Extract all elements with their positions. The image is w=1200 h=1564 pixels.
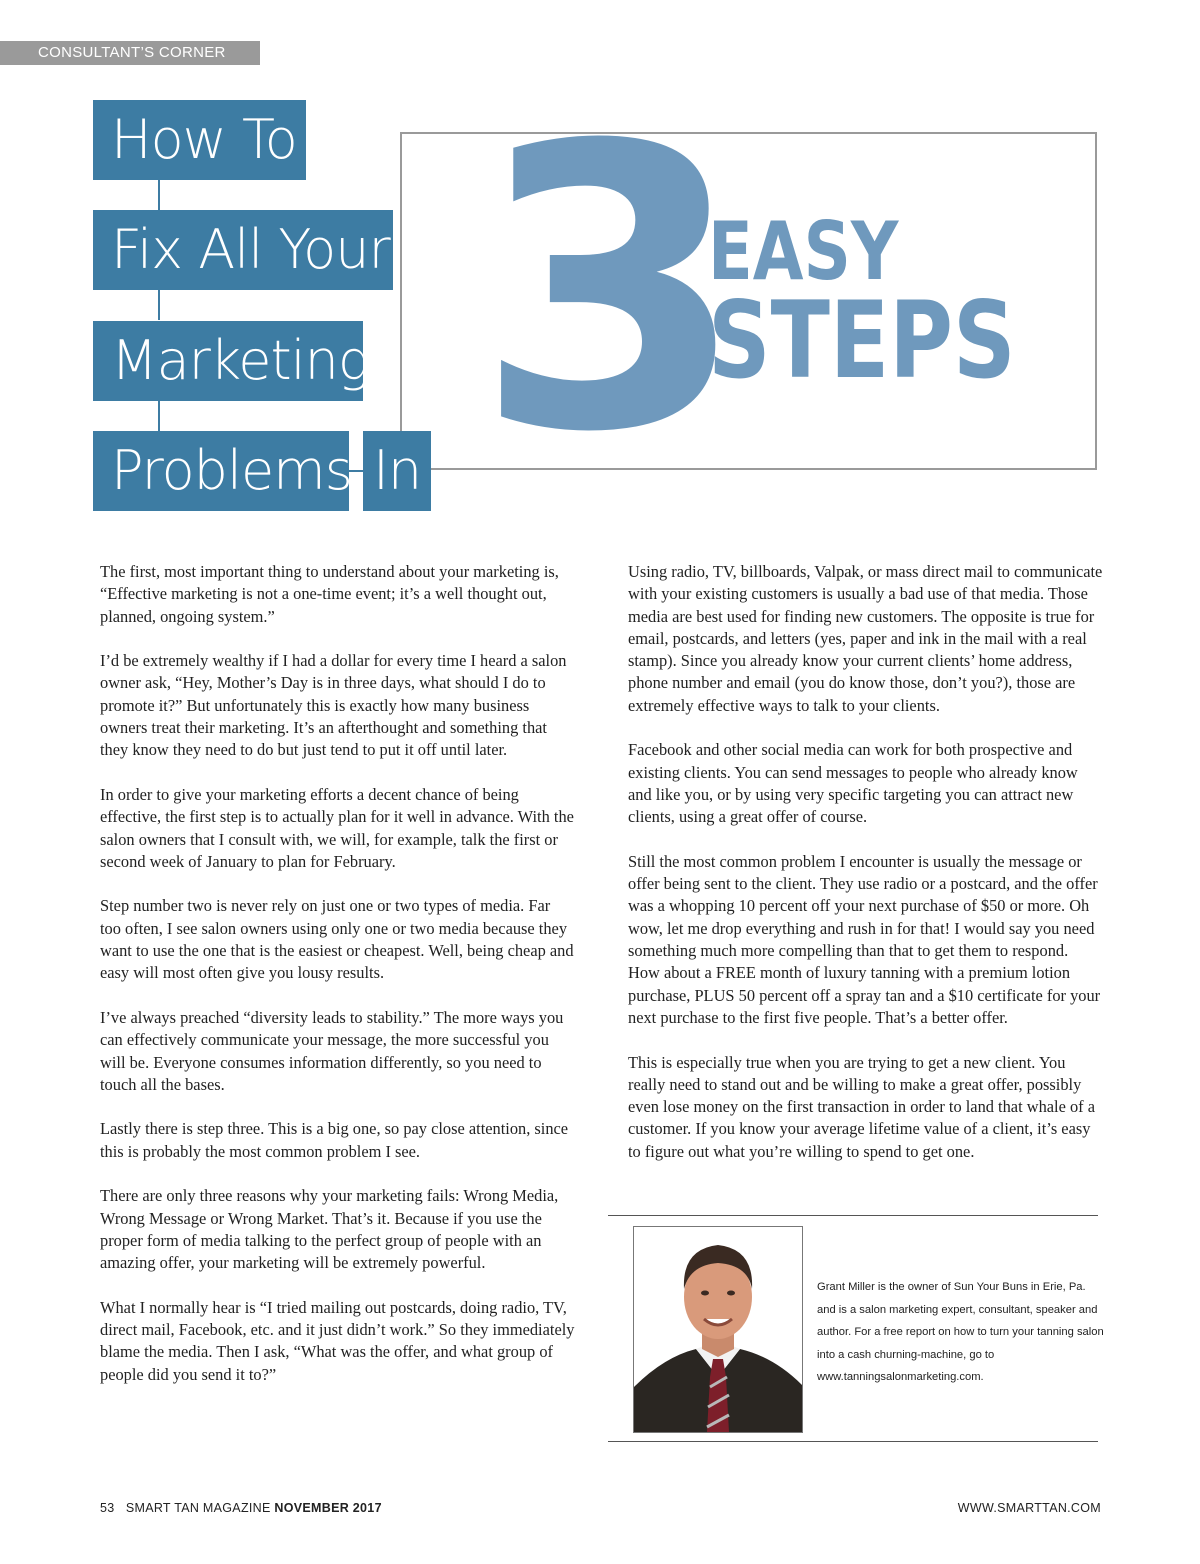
bio-line: into a cash churning-machine, go to [817, 1348, 995, 1361]
paragraph: In order to give your marketing efforts a decent chance of being effective, the first step is to actually plan for it well in advance. With the salon owners that I consult with, we will, for example, talk the first or second week of January to plan for February. [100, 784, 574, 871]
headline-line-3: Marketing [93, 321, 363, 401]
issue-date: NOVEMBER 2017 [274, 1501, 382, 1515]
magazine-name: SMART TAN MAGAZINE [125, 1501, 271, 1515]
title-connector [158, 180, 160, 210]
headline-line-1: How To [93, 100, 306, 180]
headline-number: 3 [475, 63, 737, 517]
headline-line-4: Problems [93, 431, 349, 511]
right-column [628, 561, 1103, 1185]
paragraph: Step number two is never rely on just one or two types of media. Far too often, I see salon owners using only one or two media because they want to use the one that is the easiest or cheapest. Well, being cheap and easy will most often give you lousy results. [100, 896, 574, 983]
paragraph: Using radio, TV, billboards, Valpak, or mass direct mail to communicate with your existing customers is usually a bad use of that media. Those media are best used for finding new customers. The opposite is true for email, postcards, and letters (yes, paper and ink in the mail with a real stamp). Since you already know your current clients’ home address, phone number and email (you do know those, don’t you?), those are extremely effective ways to talk to your clients. [628, 562, 1103, 715]
page-number: 53 [100, 1501, 115, 1515]
paragraph: What I normally hear is “I tried mailing out postcards, doing radio, TV, direct mail, Facebook, etc. and it just didn’t work.” So they immediately blame the media. Then I ask, “What was the offer, and what group of people did you send it to?” [100, 1297, 575, 1384]
author-bio [817, 1276, 1107, 1389]
paragraph: I’ve always preached “diversity leads to stability.” The more ways you can effectively communicate your message, the more successful you will be. Everyone consumes information differently, so you need to touch all the bases. [100, 1007, 564, 1094]
headline-line-2: Fix All Your [93, 210, 393, 290]
left-column [100, 561, 575, 1408]
footer-left [100, 1501, 382, 1515]
title-connector [158, 401, 160, 431]
paragraph: There are only three reasons why your marketing fails: Wrong Media, Wrong Message or Wrong Market. That’s it. Because if you use the proper form of media talking to the perfect group of people with an amazing offer, your marketing will be extremely powerful. [100, 1186, 559, 1273]
footer-website[interactable]: WWW.SMARTTAN.COM [957, 1501, 1101, 1515]
author-portrait-image [634, 1227, 802, 1432]
paragraph: Facebook and other social media can work for both prospective and existing clients. You can send messages to people who already know and like you, or by using very specific targeting you can attract new clients, using a great offer of course. [628, 740, 1078, 827]
paragraph: Still the most common problem I encounter is usually the message or offer being sent to the client. They use radio or a postcard, and the offer was a whopping 10 percent off your next purchase of $50 or more. Oh wow, let me drop everything and rush in for that! I would say you need something much more compelling than that to get them to respond. How about a FREE month of luxury tanning with a premium lotion purchase, PLUS 50 percent off a spray tan and a $10 certificate for your next purchase to the first five people. That’s a better offer. [628, 851, 1101, 1027]
paragraph: This is especially true when you are trying to get a new client. You really need to stand out and be willing to make a great offer, possibly even lose money on the first transaction in order to land that whale of a customer. If you know your average lifetime value of a client, it’s easy to figure out what you’re willing to spend to get one. [628, 1052, 1095, 1161]
title-connector [158, 290, 160, 320]
bio-line: Grant Miller is the owner of Sun Your Buns in Erie, Pa. [817, 1281, 1086, 1293]
headline-easy: EASY [708, 205, 899, 298]
bio-rule-bottom [608, 1441, 1098, 1442]
headline-line-5: In [363, 431, 431, 511]
bio-link[interactable]: www.tanningsalonmarketing.com. [817, 1371, 984, 1383]
section-tag: CONSULTANT’S CORNER [0, 41, 260, 65]
bio-rule-top [608, 1215, 1098, 1216]
author-photo [633, 1226, 803, 1433]
paragraph: The first, most important thing to understand about your marketing is, “Effective marketing is not a one-time event; it’s a well thought out, planned, ongoing system.” [100, 562, 559, 626]
bio-line: author. For a free report on how to turn your tanning salon [817, 1326, 1104, 1338]
paragraph: Lastly there is step three. This is a big one, so pay close attention, since this is probably the most common problem I see. [100, 1119, 569, 1161]
paragraph: I’d be extremely wealthy if I had a dollar for every time I heard a salon owner ask, “Hey, Mother’s Day is in three days, what should I do to promote it?” But unfortunately this is exactly how many business owners treat their marketing. It’s an afterthought and something that they know they need to do but just tend to put it off until later. [100, 651, 567, 760]
headline-steps: STEPS [708, 279, 1016, 402]
bio-line: and is a salon marketing expert, consultant, speaker and [817, 1303, 1098, 1316]
